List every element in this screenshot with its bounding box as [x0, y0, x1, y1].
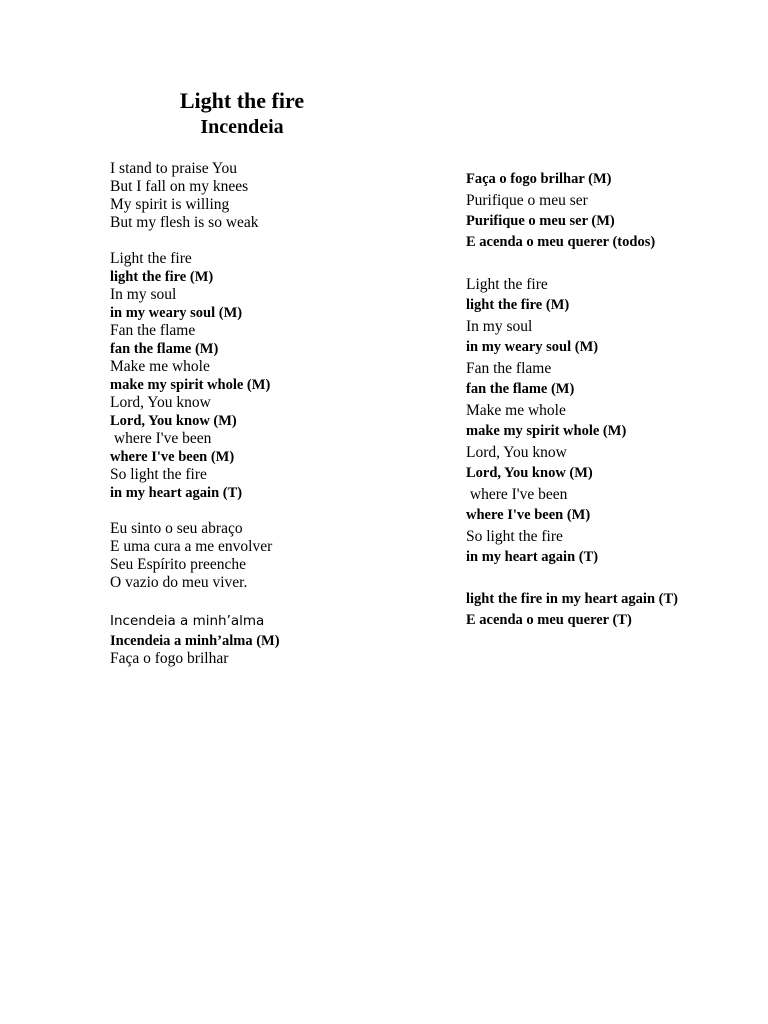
title-block [150, 88, 334, 140]
stanza-gap [110, 232, 410, 250]
lyrics-column-left [110, 160, 410, 668]
lyrics-column-right [466, 169, 756, 631]
lyric-line: Faça o fogo brilhar (M) [466, 171, 612, 187]
lyric-line: Light the fire [110, 250, 192, 267]
lyric-line: E uma cura a me envolver [110, 538, 273, 555]
stanza-gap [110, 592, 410, 610]
lyric-line: where I've been (M) [466, 507, 591, 523]
lyric-line: But I fall on my knees [110, 178, 249, 195]
lyric-line: Light the fire [466, 276, 548, 293]
lyric-line: Lord, You know (M) [110, 413, 237, 429]
lyric-line: In my soul [466, 318, 533, 335]
lyric-line: Purifique o meu ser [466, 192, 588, 209]
lyric-line: where I've been [110, 430, 212, 447]
lyric-line: Incendeia a minh’alma (M) [110, 633, 280, 649]
lyric-line: My spirit is willing [110, 196, 230, 213]
lyric-line: fan the flame (M) [466, 381, 575, 397]
stanza-gap [466, 253, 756, 274]
lyric-line: Incendeia a minh’alma [110, 613, 265, 629]
lyric-line: light the fire (M) [110, 269, 214, 285]
lyric-line: in my heart again (T) [110, 485, 243, 501]
lyric-line: in my heart again (T) [466, 549, 599, 565]
lyric-line: E acenda o meu querer (todos) [466, 234, 656, 250]
lyric-line: light the fire (M) [466, 297, 570, 313]
lyric-line: in my weary soul (M) [110, 305, 243, 321]
lyric-line: So light the fire [466, 528, 563, 545]
lyric-line: Lord, You know (M) [466, 465, 593, 481]
lyric-line: Lord, You know [110, 394, 211, 411]
lyric-line: where I've been (M) [110, 449, 235, 465]
lyric-line: make my spirit whole (M) [110, 377, 271, 393]
lyric-line: fan the flame (M) [110, 341, 219, 357]
lyric-line: Make me whole [110, 358, 210, 375]
lyric-line: I stand to praise You [110, 160, 238, 177]
lyric-line: Lord, You know [466, 444, 567, 461]
page-title: Light the fire [179, 88, 305, 113]
lyric-line: Faça o fogo brilhar [110, 650, 229, 667]
lyric-line: So light the fire [110, 466, 207, 483]
lyric-line: Fan the flame [466, 360, 552, 377]
page-subtitle: Incendeia [200, 116, 284, 138]
lyric-line: But my flesh is so weak [110, 214, 259, 231]
lyric-line: Fan the flame [110, 322, 196, 339]
lyric-line: Make me whole [466, 402, 566, 419]
lyric-line: in my weary soul (M) [466, 339, 599, 355]
lyric-line: O vazio do meu viver. [110, 574, 248, 591]
lyric-line: E acenda o meu querer (T) [466, 612, 632, 628]
lyric-line: make my spirit whole (M) [466, 423, 627, 439]
lyric-line: where I've been [466, 486, 568, 503]
lyric-line: Eu sinto o seu abraço [110, 520, 243, 537]
stanza-gap [110, 502, 410, 520]
lyric-line: In my soul [110, 286, 177, 303]
lyric-line: light the fire in my heart again (T) [466, 591, 678, 607]
lyric-line: Seu Espírito preenche [110, 556, 247, 573]
stanza-gap [466, 568, 756, 589]
lyric-line: Purifique o meu ser (M) [466, 213, 615, 229]
